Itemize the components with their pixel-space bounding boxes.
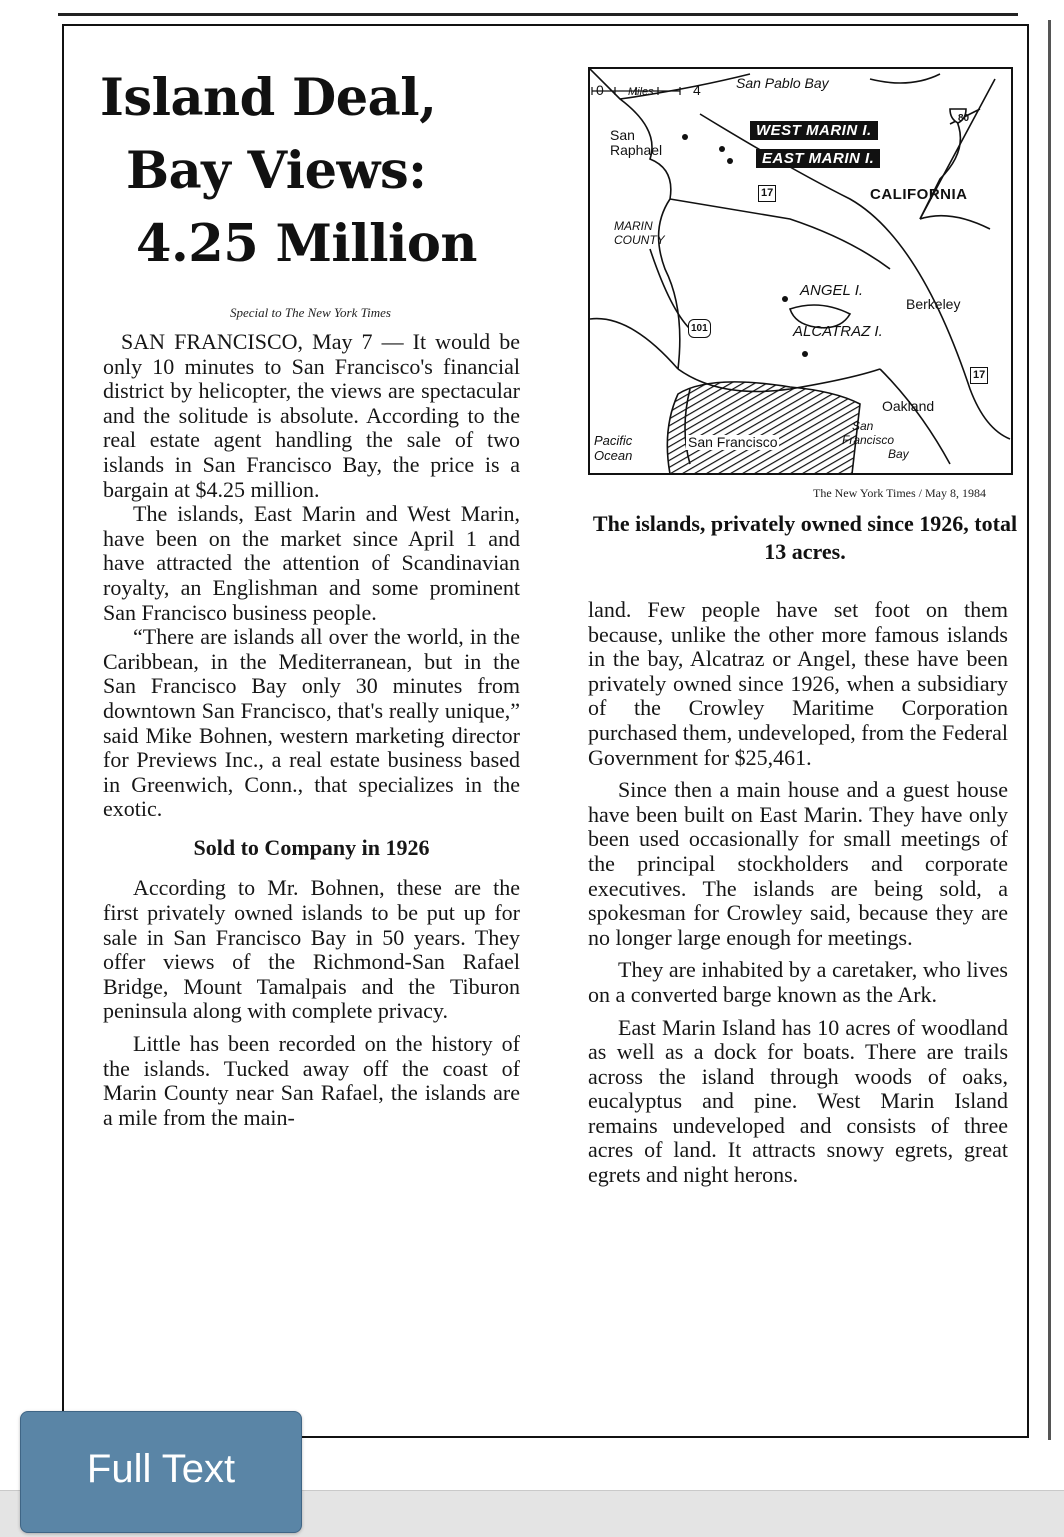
- paragraph: According to Mr. Bohnen, these are the first privately owned islands to be put up for sale in San Francisco Bay in 50 years. They offer views of the Richmond-San Rafael Bridge, Mount Tamalpais and the Tiburon peninsula along with complete privacy.: [103, 875, 520, 1024]
- map-credit: The New York Times / May 8, 1984: [812, 486, 986, 500]
- map-label-san-pablo-bay: San Pablo Bay: [736, 75, 829, 91]
- map-label-sf-bay-2: Francisco: [842, 433, 895, 447]
- headline-line-2: Bay Views:: [126, 141, 427, 201]
- paragraph: The islands, East Marin and West Marin, have been on the market since April 1 and have attracted the attention of Scandinavian royalty, an Englishman and some prominent San Francisco business people.: [103, 501, 520, 625]
- highway-101-icon: 101: [688, 319, 711, 338]
- paragraph: Little has been recorded on the history of the islands. Tucked away off the coast of Marin County near San Rafael, the islands are a mile from the main-: [103, 1031, 520, 1130]
- paragraph: Since then a main house and a guest house have been built on East Marin. They have only been used occasionally for small meetings of the principal stockholders and corporate executives. The islands are being sold, a spokesman for Crowley said, because they are no longer large enough for meetings.: [588, 777, 1008, 950]
- map-label-california: CALIFORNIA: [870, 186, 968, 203]
- map-label-pacific-1: Pacific: [594, 433, 633, 448]
- map-label-sf-bay-3: Bay: [888, 447, 909, 461]
- map-scale-4: 4: [693, 82, 701, 98]
- map-caption: The islands, privately owned since 1926, total 13 acres.: [592, 511, 1018, 564]
- map-tag-east-marin: EAST MARIN I.: [756, 149, 880, 168]
- map-label-san-rafael-2: Raphael: [610, 142, 663, 158]
- headline-line-1: Island Deal,: [100, 68, 437, 128]
- locator-map: [588, 67, 1013, 475]
- map-label-san-francisco: San Francisco: [688, 434, 778, 450]
- map-label-pacific-2: Ocean: [594, 448, 633, 463]
- map-scale-unit: Miles: [628, 86, 654, 98]
- article-column-2: [588, 598, 1008, 1188]
- map-label-san-rafael-1: San: [610, 127, 635, 143]
- map-label-alcatraz: ALCATRAZ I.: [793, 323, 883, 340]
- scan-edge-right: [1048, 20, 1051, 1440]
- map-label-berkeley: Berkeley: [906, 296, 961, 312]
- full-text-button[interactable]: Full Text: [20, 1411, 302, 1533]
- paragraph: They are inhabited by a caretaker, who lives on a converted barge known as the Ark.: [588, 957, 1008, 1007]
- paragraph: East Marin Island has 10 acres of woodland as well as a dock for boats. There are trails across the island through woods of oaks, eucalyptus and pine. West Marin Island remains undeveloped and consists of three acres of land. It attracts snowy egrets, great egrets and night herons.: [588, 1014, 1008, 1188]
- byline: Special to The New York Times: [230, 305, 391, 320]
- paragraph: SAN FRANCISCO, May 7 — It would be only 10 minutes to San Francisco's financial district by helicopter, the views are spectacular and the solitude is absolute. According to the real estate agent handling the sale of two islands in San Francisco Bay, the price is a bargain at $4.25 million.: [103, 329, 520, 502]
- scan-edge-top: [58, 13, 1018, 16]
- paragraph: land. Few people have set foot on them because, unlike the other more famous islands in the bay, Alcatraz or Angel, these have been privately owned since 1926, when a subsidiary of the Crowley Maritime Corporation purchased them, undeveloped, from the Federal Government for $25,461.: [588, 597, 1008, 770]
- highway-17-south-icon: 17: [970, 367, 988, 384]
- map-tag-west-marin: WEST MARIN I.: [750, 121, 878, 140]
- headline-line-3: 4.25 Million: [136, 214, 478, 274]
- map-label-marin-county-2: COUNTY: [614, 233, 665, 247]
- highway-17-icon: 17: [758, 185, 776, 202]
- article-column-1: [103, 330, 520, 1130]
- map-label-marin-county-1: MARIN: [614, 219, 653, 233]
- subheading: Sold to Company in 1926: [193, 834, 430, 860]
- map-label-oakland: Oakland: [882, 398, 935, 414]
- map-label-sf-bay-1: San: [852, 419, 874, 433]
- highway-80-icon: 80: [958, 113, 970, 124]
- paragraph: “There are islands all over the world, in the Caribbean, in the Mediterranean, but in the San Francisco Bay only 30 minutes from downtown San Francisco, that's really unique,” said Mike Bohnen, western marketing director for Previews Inc., a real estate business based in Greenwich, Conn., that specializes in the exotic.: [103, 624, 520, 822]
- map-label-angel-island: ANGEL I.: [800, 282, 864, 299]
- headline: [100, 62, 540, 281]
- map-scale-0: 0: [596, 82, 604, 98]
